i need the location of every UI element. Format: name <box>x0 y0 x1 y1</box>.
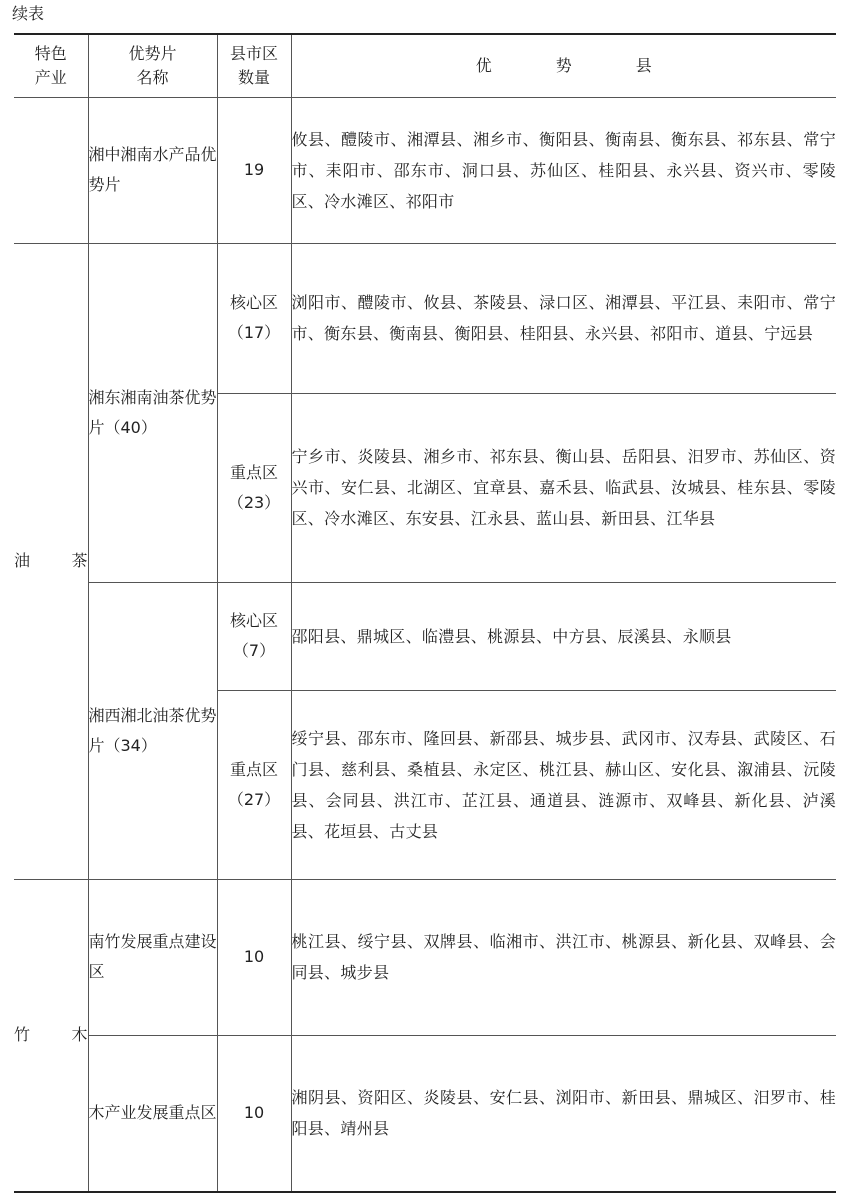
advantage-county-table <box>14 33 836 1193</box>
county-list: 宁乡市、炎陵县、湘乡市、祁东县、衡山县、岳阳县、汨罗市、苏仙区、资兴市、安仁县、北湖区、宜章县、嘉禾县、临武县、汝城县、桂东县、零陵区、冷水滩区、东安县、江永县、蓝山县、新田县、江华县 <box>291 393 836 582</box>
table-caption: 续表 <box>12 4 45 23</box>
zone-label: 核心区 （7） <box>217 582 291 690</box>
county-count: 10 <box>217 879 291 1035</box>
industry-zhumu: 竹 木 <box>14 879 88 1192</box>
county-list: 绥宁县、邵东市、隆回县、新邵县、城步县、武冈市、汉寿县、武陵区、石门县、慈利县、桑植县、永定区、桃江县、赫山区、安化县、溆浦县、沅陵县、会同县、洪江市、芷江县、通道县、涟源市、双峰县、新化县、泸溪县、花垣县、古丈县 <box>291 690 836 879</box>
zone-label: 核心区 （17） <box>217 243 291 393</box>
industry-youcha: 油 茶 <box>14 243 88 879</box>
header-area: 优势片 名称 <box>88 34 217 97</box>
zone-label: 重点区 （23） <box>217 393 291 582</box>
county-list: 浏阳市、醴陵市、攸县、茶陵县、渌口区、湘潭县、平江县、耒阳市、常宁市、衡东县、衡南县、衡阳县、桂阳县、永兴县、祁阳市、道县、宁远县 <box>291 243 836 393</box>
table-row <box>14 582 836 690</box>
industry-cell-empty <box>14 97 88 243</box>
header-count: 县市区 数量 <box>217 34 291 97</box>
area-name: 湘中湘南水产品优势片 <box>88 97 217 243</box>
area-name: 湘东湘南油茶优势片（40） <box>88 243 217 582</box>
header-counties: 优 势 县 <box>291 34 836 97</box>
area-name: 湘西湘北油茶优势片（34） <box>88 582 217 879</box>
zone-label: 重点区 （27） <box>217 690 291 879</box>
header-industry: 特色 产业 <box>14 34 88 97</box>
county-count: 10 <box>217 1035 291 1192</box>
county-list: 桃江县、绥宁县、双牌县、临湘市、洪江市、桃源县、新化县、双峰县、会同县、城步县 <box>291 879 836 1035</box>
area-name: 木产业发展重点区 <box>88 1035 217 1192</box>
area-name: 南竹发展重点建设区 <box>88 879 217 1035</box>
county-count: 19 <box>217 97 291 243</box>
table-row <box>14 97 836 243</box>
county-list: 湘阴县、资阳区、炎陵县、安仁县、浏阳市、新田县、鼎城区、汨罗市、桂阳县、靖州县 <box>291 1035 836 1192</box>
table-row <box>14 879 836 1035</box>
table-row <box>14 1035 836 1192</box>
county-list: 攸县、醴陵市、湘潭县、湘乡市、衡阳县、衡南县、衡东县、祁东县、常宁市、耒阳市、邵东市、洞口县、苏仙区、桂阳县、永兴县、资兴市、零陵区、冷水滩区、祁阳市 <box>291 97 836 243</box>
table-row <box>14 243 836 393</box>
header-row <box>14 34 836 97</box>
county-list: 邵阳县、鼎城区、临澧县、桃源县、中方县、辰溪县、永顺县 <box>291 582 836 690</box>
